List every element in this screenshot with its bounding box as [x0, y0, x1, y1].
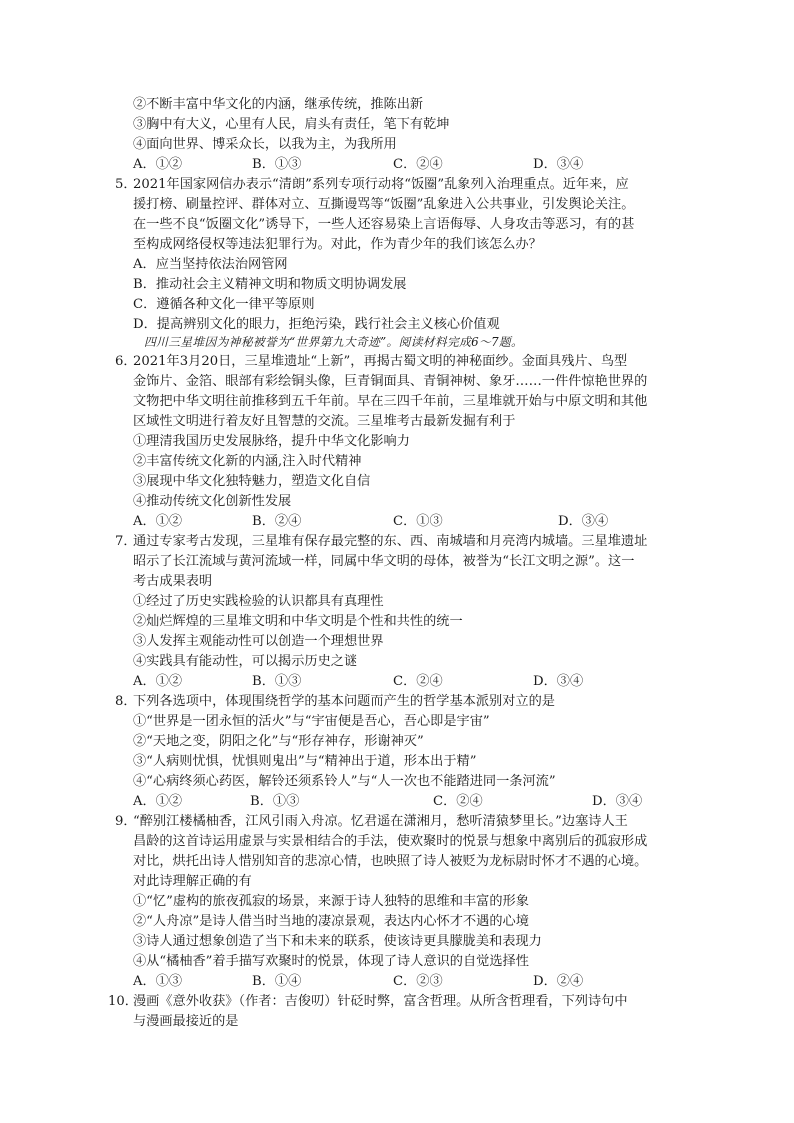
- question-5-line-2: 援打榜、刷量控评、群体对立、互撕谩骂等“饭圈”乱象进入公共事业，引发舆论关注。: [133, 197, 635, 212]
- option-b: B．①③: [252, 674, 302, 689]
- question-6-line-3: 文物把中华文明往前推移到五千年前。早在三四千年前，三星堆就开始与中原文明和其他: [133, 394, 648, 409]
- question-5-line-1: 5．2021年国家网信办表示“清朗”系列专项行动将“饭圈”乱象列入治理重点。近年来，应: [115, 177, 629, 192]
- option-a: A．①②: [133, 157, 183, 172]
- choice-c: C．遵循各种文化一律平等原则: [133, 297, 315, 312]
- statement-2: ②不断丰富中华文化的内涵，继承传统，推陈出新: [133, 97, 424, 112]
- choice-a: A．应当坚持依法治网管网: [133, 257, 288, 272]
- statement-1: ①经过了历史实践检验的认识都具有真理性: [133, 594, 384, 609]
- statement-1: ①“忆”虚构的旅夜孤寂的场景，来源于诗人独特的思维和丰富的形象: [133, 894, 529, 909]
- option-c: C．①③: [393, 514, 443, 529]
- question-number: 6．: [115, 354, 137, 369]
- statement-2: ②灿烂辉煌的三星堆文明和中华文明是个性和共性的统一: [133, 614, 463, 629]
- option-d: D．③④: [533, 157, 584, 172]
- statement-3: ③人发挥主观能动性可以创造一个理想世界: [133, 634, 384, 649]
- statement-2: ②“人舟凉”是诗人借当时当地的凄凉景观，表达内心怀才不遇的心境: [133, 914, 529, 929]
- option-c: C．②③: [393, 974, 443, 989]
- question-number: 7．: [115, 534, 137, 549]
- option-a: A．①②: [133, 674, 183, 689]
- question-number: 5．: [115, 177, 137, 192]
- statement-3: ③“人病则忧惧，忧惧则鬼出”与“精神出于道，形本出于精”: [133, 754, 477, 769]
- option-b: B．①③: [250, 794, 300, 809]
- question-9-line-3: 对比，烘托出诗人惜别知音的悲凉心情，也映照了诗人被贬为龙标尉时怀才不遇的心境。: [133, 854, 648, 869]
- option-b: B．①④: [252, 974, 302, 989]
- question-5-line-3: 在一些不良“饭圈文化”诱导下，一些人还容易染上言语侮辱、人身攻击等恶习，有的甚: [133, 217, 635, 232]
- option-d: D．②④: [533, 974, 584, 989]
- statement-4: ④面向世界、博采众长，以我为主，为我所用: [133, 137, 397, 152]
- question-8-line-1: 8．下列各选项中，体现围绕哲学的基本问题而产生的哲学基本派别对立的是: [115, 694, 555, 709]
- question-7-line-2: 昭示了长江流域与黄河流域一样，同属中华文明的母体，被誉为“长江文明之源”。这一: [133, 554, 635, 569]
- question-6-line-2: 金饰片、金箔、眼部有彩绘铜头像，巨青铜面具、青铜神树、象牙……一件件惊艳世界的: [133, 374, 648, 389]
- statement-2: ②丰富传统文化新的内涵,注入时代精神: [133, 454, 362, 469]
- option-c: C．②④: [393, 157, 443, 172]
- question-9-line-4: 对此诗理解正确的有: [133, 874, 252, 889]
- statement-2: ②“天地之变，阴阳之化”与“形存神存，形谢神灭”: [133, 734, 424, 749]
- question-10-line-1: 10．漫画《意外收获》（作者：吉俊叨）针砭时弊，富含哲理。从所含哲理看，下列诗句中: [108, 994, 628, 1009]
- option-c: C．②④: [393, 674, 443, 689]
- statement-1: ①“世界是一团永恒的活火”与“宇宙便是吾心，吾心即是宇宙”: [133, 714, 490, 729]
- question-6-line-1: 6．2021年3月20日，三星堆遗址“上新”，再揭古蜀文明的神秘面纱。金面具残片、鸟型: [115, 354, 628, 369]
- question-number: 10．: [108, 994, 138, 1009]
- statement-4: ④实践具有能动性，可以揭示历史之谜: [133, 654, 358, 669]
- option-d: D．③④: [558, 514, 609, 529]
- reading-note: 四川三星堆因为神秘被誉为“世界第九大奇迹”。阅读材料完成6～7题。: [144, 335, 524, 349]
- question-9-line-1: 9．“醉别江楼橘柚香，江风引雨入舟凉。忆君遥在潇湘月，愁听清猿梦里长。”边塞诗人王: [115, 814, 628, 829]
- question-7-line-3: 考古成果表明: [133, 574, 213, 589]
- statement-4: ④推动传统文化创新性发展: [133, 494, 292, 509]
- option-d: D．③④: [533, 674, 584, 689]
- question-9-line-2: 昌龄的这首诗运用虚景与实景相结合的手法，使欢聚时的悦景与想象中离别后的孤寂形成: [133, 834, 648, 849]
- question-6-line-4: 区域性文明进行着友好且智慧的交流。三星堆考古最新发掘有利于: [133, 414, 516, 429]
- choice-d: D．提高辨别文化的眼力，拒绝污染，践行社会主义核心价值观: [133, 317, 500, 332]
- statement-3: ③展现中华文化独特魅力，塑造文化自信: [133, 474, 371, 489]
- option-b: B．①③: [252, 157, 302, 172]
- statement-4: ④“心病终须心药医，解铃还须系铃人”与“人一次也不能踏进同一条河流”: [133, 774, 556, 789]
- statement-3: ③诗人通过想象创造了当下和未来的联系，使该诗更具朦胧美和表现力: [133, 934, 542, 949]
- option-d: D．③④: [592, 794, 643, 809]
- option-b: B．②④: [252, 514, 302, 529]
- statement-4: ④从“橘柚香”着手描写欢聚时的悦景，体现了诗人意识的自觉选择性: [133, 954, 529, 969]
- option-a: A．①②: [133, 514, 183, 529]
- choice-b: B．推动社会主义精神文明和物质文明协调发展: [133, 277, 407, 292]
- question-number: 8．: [115, 694, 137, 709]
- question-number: 9．: [115, 814, 137, 829]
- option-c: C．②④: [433, 794, 483, 809]
- statement-1: ①理清我国历史发展脉络，提升中华文化影响力: [133, 434, 410, 449]
- option-a: A．①③: [133, 974, 183, 989]
- statement-3: ③胸中有大义，心里有人民，肩头有责任，笔下有乾坤: [133, 117, 450, 132]
- question-10-line-2: 与漫画最接近的是: [133, 1014, 239, 1029]
- question-7-line-1: 7．通过专家考古发现，三星堆有保存最完整的东、西、南城墙和月亮湾内城墙。三星堆遗址: [115, 534, 648, 549]
- option-a: A．①②: [133, 794, 183, 809]
- question-5-line-4: 至构成网络侵权等违法犯罪行为。对此，作为青少年的我们该怎么办？: [133, 237, 542, 252]
